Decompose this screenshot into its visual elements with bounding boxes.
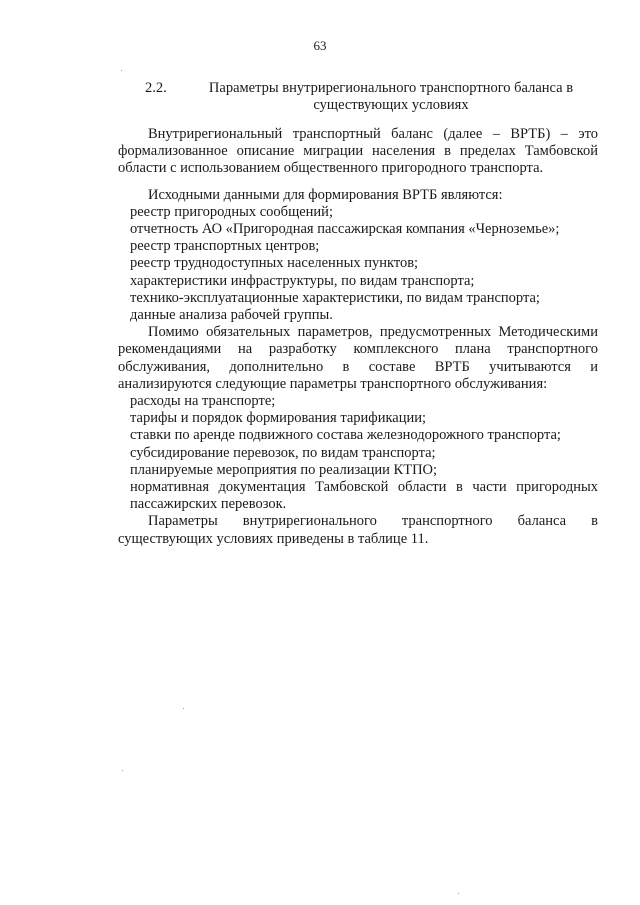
scan-speck	[121, 70, 122, 71]
source-data-lead: Исходными данными для формирования ВРТБ являются:	[148, 186, 503, 203]
intro-paragraph: Внутрирегиональный транспортный баланс (далее – ВРТБ) – это формализованное описание миграции населения в пределах Тамбовской области с использованием общественного пригородного транспорта.	[118, 126, 598, 177]
source-data-item: данные анализа рабочей группы.	[130, 307, 333, 324]
section-title: Параметры внутрирегионального транспортного баланса в существующих условиях	[208, 80, 574, 113]
source-data-item: реестр пригородных сообщений;	[130, 203, 333, 220]
additional-parameter-item: субсидирование перевозок, по видам транспорта;	[130, 444, 436, 461]
scan-speck	[183, 708, 184, 709]
source-data-item: реестр транспортных центров;	[130, 238, 320, 255]
additional-parameters-lead: Помимо обязательных параметров, предусмотренных Методическими рекомендациями на разработку комплексного плана транспортного обслуживания, дополнительно в составе ВРТБ учитываются и анализируются следующие параметры транспортного обслуживания:	[118, 324, 598, 392]
section-number: 2.2.	[145, 80, 167, 96]
source-data-item: отчетность АО «Пригородная пассажирская компания «Черноземье»;	[130, 221, 560, 238]
additional-parameter-item: ставки по аренде подвижного состава железнодорожного транспорта;	[130, 427, 561, 444]
scan-speck	[122, 770, 123, 771]
source-data-item: технико-эксплуатационные характеристики, по видам транспорта;	[130, 289, 540, 306]
source-data-item: реестр труднодоступных населенных пунктов;	[130, 255, 419, 272]
source-data-item: характеристики инфраструктуры, по видам транспорта;	[130, 272, 475, 289]
additional-parameter-item: планируемые мероприятия по реализации КТПО;	[130, 461, 438, 478]
additional-parameter-item: тарифы и порядок формирования тарификации;	[130, 410, 427, 427]
body-text	[118, 126, 598, 548]
closing-paragraph: Параметры внутрирегионального транспортного баланса в существующих условиях приведены в таблице 11.	[118, 513, 598, 547]
additional-parameter-item: нормативная документация Тамбовской области в части пригородных пассажирских перевозок.	[130, 479, 598, 513]
scan-speck	[458, 893, 459, 894]
additional-parameter-item: расходы на транспорте;	[130, 393, 276, 410]
page-number: 63	[313, 38, 327, 53]
